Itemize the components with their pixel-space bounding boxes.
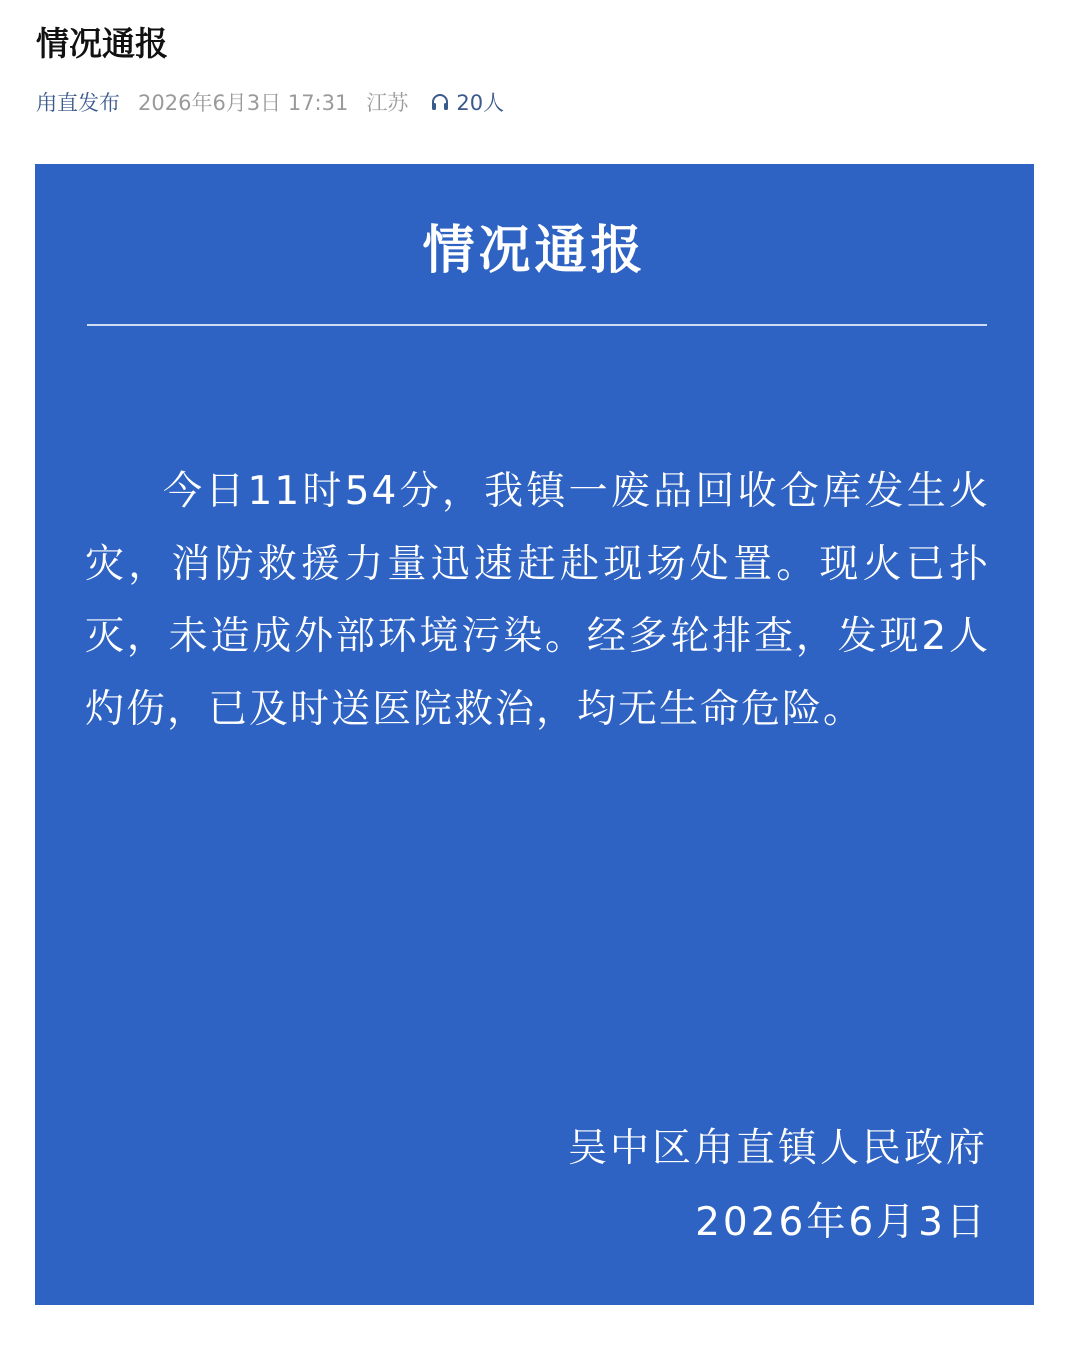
notice-image xyxy=(35,164,1034,1305)
notice-divider xyxy=(87,324,987,326)
publish-datetime: 2026年6月3日 17:31 xyxy=(138,91,349,115)
listen-button[interactable] xyxy=(430,87,504,117)
source-link[interactable]: 甪直发布 xyxy=(36,91,120,115)
notice-signer: 吴中区甪直镇人民政府 xyxy=(567,1126,988,1171)
article-title: 情况通报 xyxy=(36,24,168,63)
notice-title: 情况通报 xyxy=(422,221,647,281)
publish-location: 江苏 xyxy=(366,91,409,115)
headphones-icon xyxy=(430,92,450,112)
notice-body: 今日11时54分，我镇一废品回收仓库发生火灾，消防救援力量迅速赶赴现场处置。现火已扑灭，未造成外部环境污染。经多轮排查，发现2人灼伤，已及时送医院救治，均无生命危险。 xyxy=(85,469,990,732)
article-meta xyxy=(36,86,504,118)
notice-date: 2026年6月3日 xyxy=(695,1200,988,1245)
listeners-count: 20人 xyxy=(456,91,505,115)
